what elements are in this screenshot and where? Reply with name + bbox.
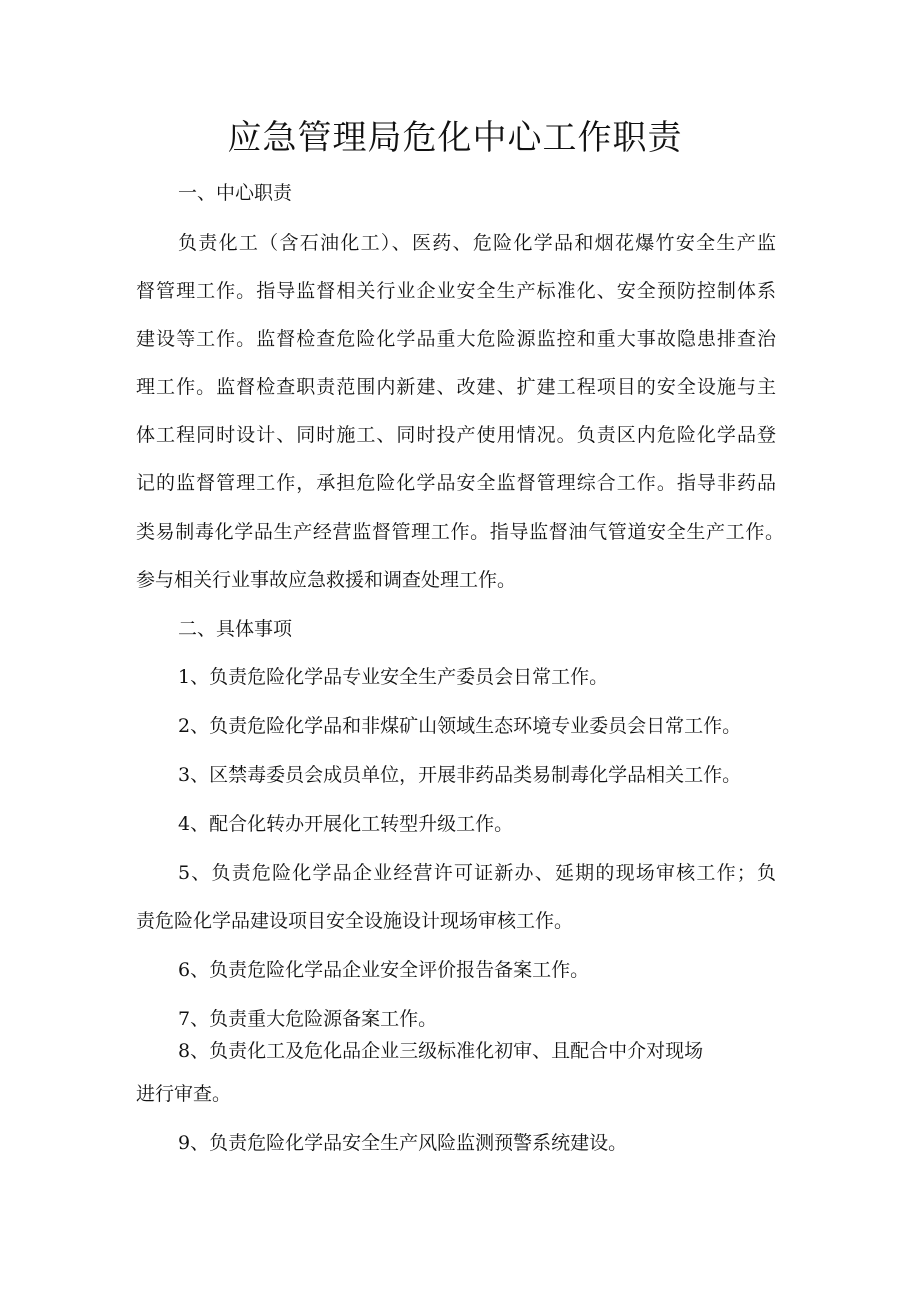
list-item: 2、负责危险化学品和非煤矿山领域生态环境专业委员会日常工作。 [178,715,742,737]
paragraph-line: 理工作。监督检查职责范围内新建、改建、扩建工程项目的安全设施与主 [136,376,776,398]
list-item: 5、负责危险化学品企业经营许可证新办、延期的现场审核工作；负 [178,862,776,884]
page-title: 应急管理局危化中心工作职责 [227,118,683,158]
list-item: 3、区禁毒委员会成员单位，开展非药品类易制毒化学品相关工作。 [178,764,742,786]
list-item-continuation: 责危险化学品建设项目安全设施设计现场审核工作。 [136,910,574,932]
list-item: 1、负责危险化学品专业安全生产委员会日常工作。 [178,666,609,688]
paragraph-line: 建设等工作。监督检查危险化学品重大危险源监控和重大事故隐患排查治 [136,328,776,350]
list-item: 9、负责危险化学品安全生产风险监测预警系统建设。 [178,1132,628,1154]
list-item: 8、负责化工及危化品企业三级标准化初审、且配合中介对现场 [178,1040,704,1062]
paragraph-line: 负责化工（含石油化工）、医药、危险化学品和烟花爆竹安全生产监 [178,232,776,254]
list-item-continuation: 进行审查。 [136,1083,232,1105]
paragraph-line: 参与相关行业事故应急救援和调查处理工作。 [136,569,517,591]
paragraph-line: 类易制毒化学品生产经营监督管理工作。指导监督油气管道安全生产工作。 [136,521,784,543]
section-heading-specific-items: 二、具体事项 [178,618,293,640]
list-item: 6、负责危险化学品企业安全评价报告备案工作。 [178,959,590,981]
paragraph-line: 督管理工作。指导监督相关行业企业安全生产标准化、安全预防控制体系 [136,280,776,302]
section-heading-responsibilities: 一、中心职责 [178,182,293,204]
list-item: 7、负责重大危险源备案工作。 [178,1008,438,1030]
paragraph-line: 体工程同时设计、同时施工、同时投产使用情况。负责区内危险化学品登 [136,424,776,446]
list-item: 4、配合化转办开展化工转型升级工作。 [178,813,514,835]
paragraph-line: 记的监督管理工作，承担危险化学品安全监督管理综合工作。指导非药品 [136,472,776,494]
